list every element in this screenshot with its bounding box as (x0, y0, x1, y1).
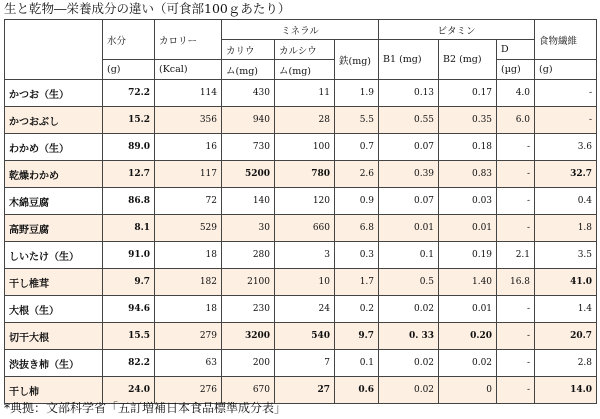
header-corner (5, 20, 103, 80)
cell-calcium: 780 (275, 161, 335, 188)
header-d: D (497, 40, 535, 60)
table-row (5, 161, 597, 188)
cell-b2: 0.17 (439, 80, 497, 107)
cell-food-name: 干し椎茸 (5, 269, 103, 296)
cell-b2: 0.35 (439, 107, 497, 134)
cell-water: 15.5 (103, 323, 155, 350)
cell-b2: 0.83 (439, 161, 497, 188)
header-calorie-unit: (Kcal) (155, 60, 222, 80)
cell-b2: 0 (439, 377, 497, 404)
cell-fiber: 41.0 (535, 269, 597, 296)
cell-water: 9.7 (103, 269, 155, 296)
cell-food-name: 干し柿 (5, 377, 103, 404)
cell-d: - (497, 377, 535, 404)
cell-b1: 0.55 (379, 107, 439, 134)
cell-calcium: 10 (275, 269, 335, 296)
cell-potassium: 140 (222, 188, 275, 215)
cell-b1: 0.1 (379, 242, 439, 269)
header-fiber-unit: (g) (535, 60, 597, 80)
cell-fiber: 3.5 (535, 242, 597, 269)
cell-calorie: 182 (155, 269, 222, 296)
table-row (5, 215, 597, 242)
cell-water: 8.1 (103, 215, 155, 242)
cell-d: - (497, 215, 535, 242)
cell-calorie: 356 (155, 107, 222, 134)
header-iron: 鉄(mg) (335, 40, 379, 80)
header-mineral: ミネラル (222, 20, 379, 40)
table-row (5, 107, 597, 134)
table-row (5, 242, 597, 269)
cell-fiber: 3.6 (535, 134, 597, 161)
cell-fiber: - (535, 107, 597, 134)
header-vitamin: ビタミン (379, 20, 535, 40)
cell-food-name: 高野豆腐 (5, 215, 103, 242)
cell-potassium: 730 (222, 134, 275, 161)
cell-potassium: 230 (222, 296, 275, 323)
cell-d: 6.0 (497, 107, 535, 134)
cell-potassium: 200 (222, 350, 275, 377)
cell-b1: 0.13 (379, 80, 439, 107)
cell-water: 91.0 (103, 242, 155, 269)
cell-calorie: 276 (155, 377, 222, 404)
cell-iron: 0.7 (335, 134, 379, 161)
table-row (5, 323, 597, 350)
cell-calcium: 7 (275, 350, 335, 377)
cell-iron: 5.5 (335, 107, 379, 134)
cell-calcium: 100 (275, 134, 335, 161)
cell-calorie: 529 (155, 215, 222, 242)
header-potassium: カリウ (222, 40, 275, 60)
cell-calcium: 24 (275, 296, 335, 323)
cell-calcium: 660 (275, 215, 335, 242)
header-water-unit: (g) (103, 60, 155, 80)
cell-iron: 0.2 (335, 296, 379, 323)
cell-potassium: 280 (222, 242, 275, 269)
table-row (5, 296, 597, 323)
cell-b1: 0.39 (379, 161, 439, 188)
cell-iron: 0.9 (335, 188, 379, 215)
cell-water: 86.8 (103, 188, 155, 215)
cell-iron: 2.6 (335, 161, 379, 188)
cell-fiber: 32.7 (535, 161, 597, 188)
cell-d: - (497, 188, 535, 215)
cell-iron: 0.6 (335, 377, 379, 404)
cell-calorie: 63 (155, 350, 222, 377)
cell-potassium: 940 (222, 107, 275, 134)
cell-b2: 0.20 (439, 323, 497, 350)
cell-d: 2.1 (497, 242, 535, 269)
cell-b2: 0.18 (439, 134, 497, 161)
cell-b1: 0.02 (379, 350, 439, 377)
cell-fiber: 1.8 (535, 215, 597, 242)
cell-potassium: 670 (222, 377, 275, 404)
cell-b1: 0.02 (379, 377, 439, 404)
cell-calorie: 16 (155, 134, 222, 161)
cell-potassium: 30 (222, 215, 275, 242)
cell-b1: 0.07 (379, 134, 439, 161)
header-water: 水分 (103, 20, 155, 60)
cell-iron: 1.9 (335, 80, 379, 107)
header-calcium-unit: ム(mg) (275, 60, 335, 80)
cell-potassium: 5200 (222, 161, 275, 188)
cell-b1: 0.07 (379, 188, 439, 215)
cell-calorie: 114 (155, 80, 222, 107)
cell-potassium: 3200 (222, 323, 275, 350)
header-d-unit: (µg) (497, 60, 535, 80)
cell-food-name: 切干大根 (5, 323, 103, 350)
cell-calorie: 18 (155, 242, 222, 269)
cell-potassium: 2100 (222, 269, 275, 296)
cell-calcium: 11 (275, 80, 335, 107)
cell-b1: 0.5 (379, 269, 439, 296)
header-fiber: 食物繊維 (535, 20, 597, 60)
cell-water: 15.2 (103, 107, 155, 134)
cell-calorie: 117 (155, 161, 222, 188)
cell-iron: 0.3 (335, 242, 379, 269)
table-row (5, 188, 597, 215)
cell-food-name: わかめ（生） (5, 134, 103, 161)
cell-food-name: 渋抜き柿（生） (5, 350, 103, 377)
cell-b2: 0.19 (439, 242, 497, 269)
cell-calcium: 3 (275, 242, 335, 269)
nutrition-table (4, 19, 597, 404)
cell-water: 24.0 (103, 377, 155, 404)
cell-fiber: 1.4 (535, 296, 597, 323)
cell-iron: 6.8 (335, 215, 379, 242)
cell-fiber: 2.8 (535, 350, 597, 377)
cell-potassium: 430 (222, 80, 275, 107)
cell-b2: 1.40 (439, 269, 497, 296)
page-title: 生と乾物―栄養成分の違い（可食部100ｇあたり） (4, 1, 291, 16)
cell-b1: 0.02 (379, 296, 439, 323)
cell-calorie: 72 (155, 188, 222, 215)
cell-fiber: 20.7 (535, 323, 597, 350)
cell-iron: 1.7 (335, 269, 379, 296)
cell-water: 94.6 (103, 296, 155, 323)
cell-fiber: 14.0 (535, 377, 597, 404)
cell-water: 12.7 (103, 161, 155, 188)
cell-d: 16.8 (497, 269, 535, 296)
cell-b2: 0.03 (439, 188, 497, 215)
cell-water: 72.2 (103, 80, 155, 107)
cell-b2: 0.01 (439, 215, 497, 242)
cell-calcium: 28 (275, 107, 335, 134)
cell-d: - (497, 323, 535, 350)
cell-fiber: - (535, 80, 597, 107)
cell-food-name: かつお（生） (5, 80, 103, 107)
source-note: *典拠：文部科学省「五訂増補日本食品標準成分表」 (4, 401, 287, 415)
header-calorie: カロリー (155, 20, 222, 60)
table-row (5, 80, 597, 107)
cell-iron: 0.1 (335, 350, 379, 377)
header-b2: B2 (mg) (439, 40, 497, 80)
cell-d: - (497, 161, 535, 188)
cell-calorie: 279 (155, 323, 222, 350)
cell-d: - (497, 296, 535, 323)
header-potassium-unit: ム(mg) (222, 60, 275, 80)
table-body (5, 80, 597, 404)
cell-calcium: 120 (275, 188, 335, 215)
cell-calcium: 540 (275, 323, 335, 350)
table-row (5, 350, 597, 377)
header-b1: B1 (mg) (379, 40, 439, 80)
table-row (5, 134, 597, 161)
cell-calorie: 18 (155, 296, 222, 323)
header-calcium: カルシウ (275, 40, 335, 60)
cell-water: 82.2 (103, 350, 155, 377)
cell-b2: 0.01 (439, 296, 497, 323)
cell-b1: 0.01 (379, 215, 439, 242)
cell-d: - (497, 134, 535, 161)
cell-iron: 9.7 (335, 323, 379, 350)
cell-food-name: 大根（生） (5, 296, 103, 323)
cell-d: - (497, 350, 535, 377)
cell-water: 89.0 (103, 134, 155, 161)
cell-b1: 0. 33 (379, 323, 439, 350)
cell-d: 4.0 (497, 80, 535, 107)
cell-food-name: 乾燥わかめ (5, 161, 103, 188)
table-row (5, 269, 597, 296)
cell-fiber: 0.4 (535, 188, 597, 215)
cell-food-name: しいたけ（生） (5, 242, 103, 269)
cell-food-name: かつおぶし (5, 107, 103, 134)
cell-food-name: 木綿豆腐 (5, 188, 103, 215)
cell-calcium: 27 (275, 377, 335, 404)
cell-b2: 0.02 (439, 350, 497, 377)
